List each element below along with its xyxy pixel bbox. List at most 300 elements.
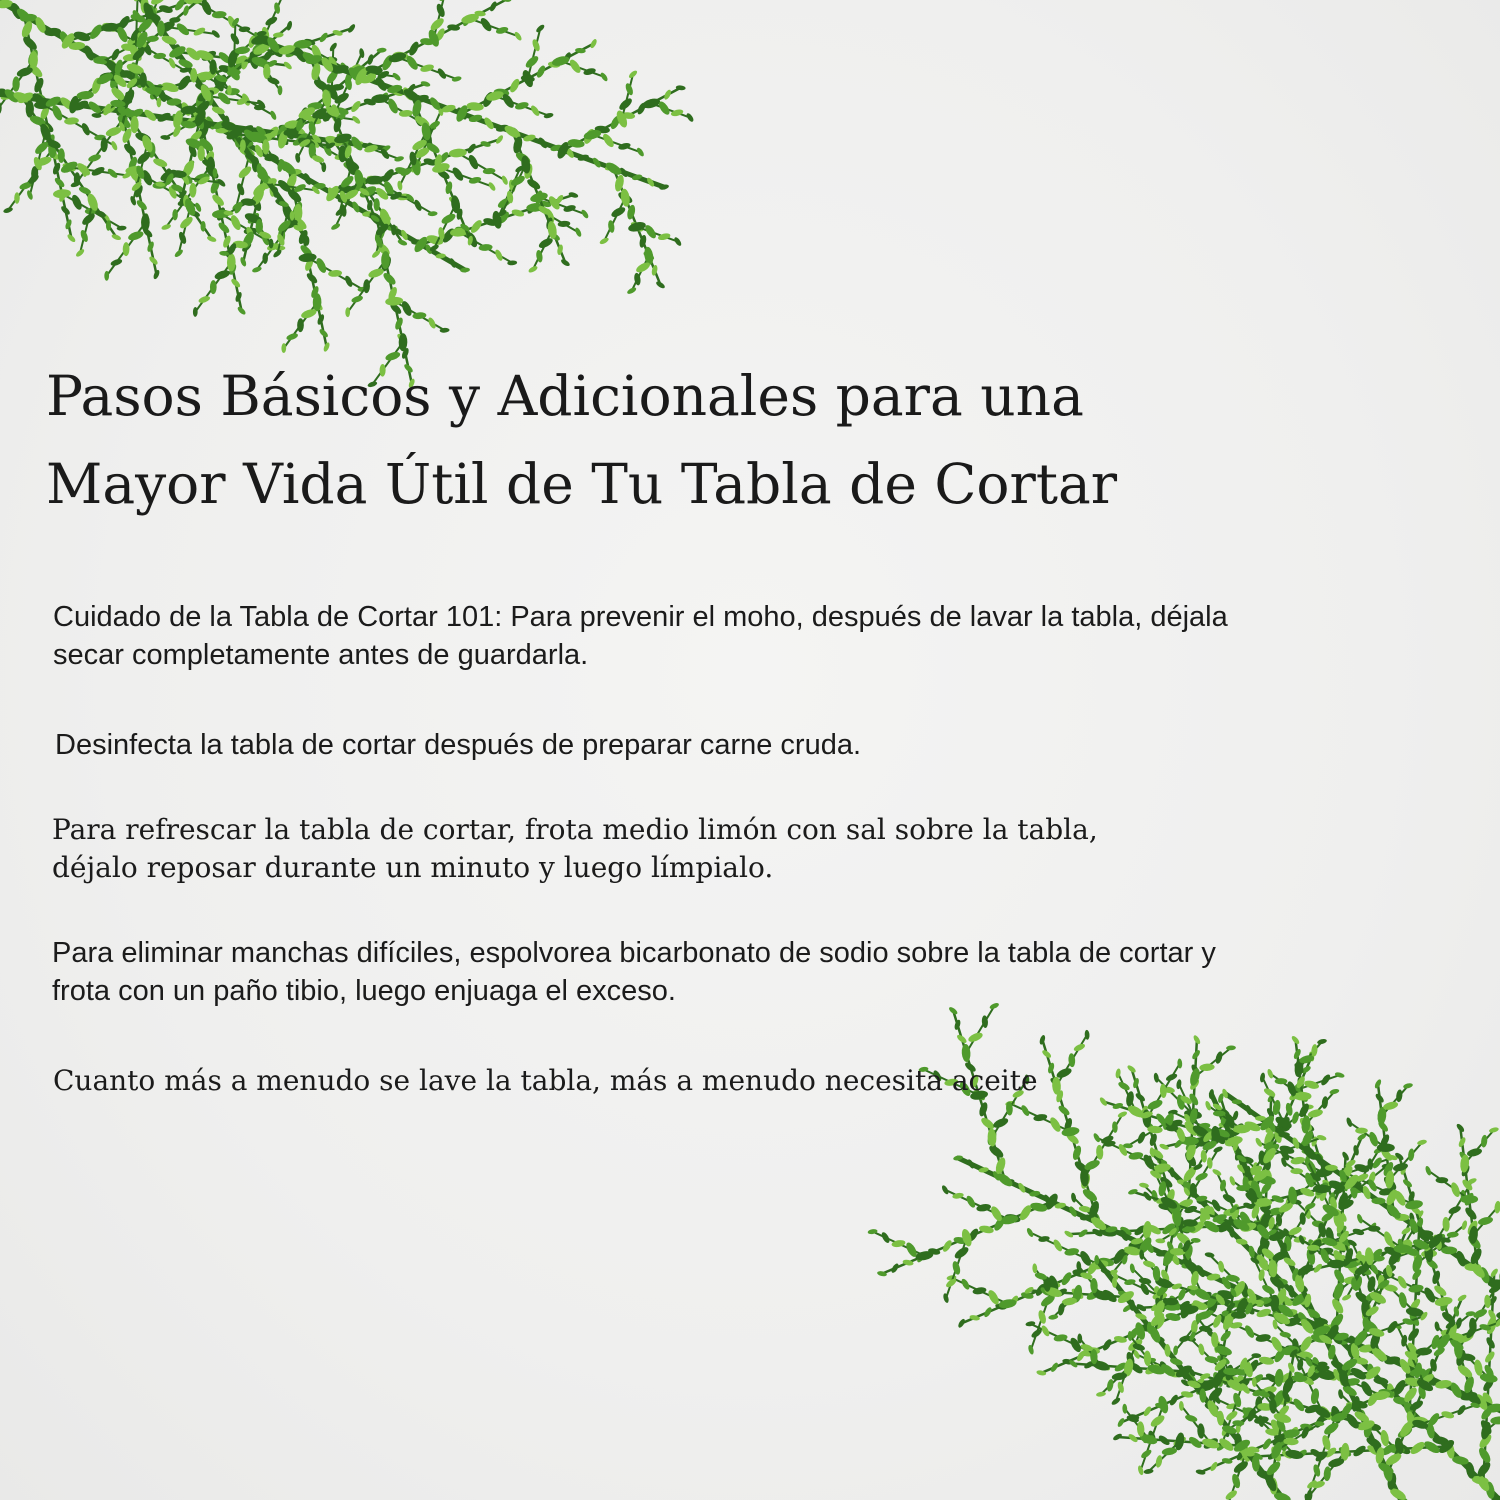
leaf-scale xyxy=(1355,1128,1368,1134)
tip-disinfect xyxy=(55,726,861,764)
leaf-scale xyxy=(1287,1362,1296,1374)
leaf-scale xyxy=(206,235,217,243)
leaf-scale xyxy=(1316,1134,1327,1141)
leaf-scale xyxy=(1168,1394,1179,1407)
branch-stem xyxy=(1465,1130,1494,1164)
leaf-scale xyxy=(1261,1437,1273,1451)
leaf-scale xyxy=(1116,1417,1125,1428)
leaf-scale xyxy=(1321,1096,1328,1109)
leaf-scale xyxy=(1313,1184,1331,1193)
leaf-scale xyxy=(70,193,84,211)
leaf-scale xyxy=(624,82,634,96)
leaf-scale xyxy=(880,1231,891,1244)
leaf-scale xyxy=(1224,1489,1238,1500)
leaf-scale xyxy=(76,90,94,100)
leaf-scale xyxy=(172,209,178,221)
leaf-scale xyxy=(229,214,243,232)
leaf-scale xyxy=(1110,1396,1121,1406)
tip-oil-frequency xyxy=(53,1062,1038,1100)
branch-stem xyxy=(966,1006,994,1053)
branch-stem xyxy=(533,230,552,269)
leaf-scale xyxy=(1204,1252,1215,1258)
leaf-scale xyxy=(1341,1293,1352,1302)
leaf-scale xyxy=(435,3,446,18)
leaf-scale xyxy=(1020,1104,1031,1117)
leaf-scale xyxy=(685,112,695,123)
leaf-scale xyxy=(1166,1125,1179,1131)
leaf-scale xyxy=(992,1116,1010,1130)
leaf-scale xyxy=(657,232,671,241)
leaf-scale xyxy=(51,162,61,176)
leaf-scale xyxy=(1472,1307,1488,1319)
leaf-scale xyxy=(1340,1443,1350,1462)
title-line-1: Pasos Básicos y Adicionales para una xyxy=(46,364,1084,428)
leaf-scale xyxy=(1418,1230,1433,1237)
leaf-scale xyxy=(1368,1131,1380,1148)
leaf-scale xyxy=(1137,1465,1144,1476)
leaf-scale xyxy=(158,4,174,15)
leaf-scale xyxy=(1140,1448,1153,1460)
leaf-scale xyxy=(32,77,45,94)
leaf-scale xyxy=(146,241,155,253)
leaf-scale xyxy=(1396,1089,1403,1102)
leaf-scale xyxy=(1431,1270,1442,1285)
leaf-scale xyxy=(1456,1404,1467,1417)
leaf-scale xyxy=(1052,1238,1064,1253)
branch-stem xyxy=(592,135,640,152)
leaf-scale xyxy=(563,204,577,213)
leaf-scale xyxy=(413,199,423,212)
leaf-scale xyxy=(1243,1324,1256,1339)
leaf-scale xyxy=(12,76,20,91)
leaf-scale xyxy=(479,16,494,33)
leaf-scale xyxy=(1285,1449,1304,1461)
leaf-scale xyxy=(1214,1051,1223,1065)
leaf-scale xyxy=(529,104,541,117)
leaf-scale xyxy=(1441,1247,1457,1255)
leaf-scale xyxy=(1139,1182,1150,1188)
tip-mold-prevention xyxy=(53,598,1228,674)
leaf-scale xyxy=(1143,1350,1151,1366)
leaf-scale xyxy=(1198,1343,1206,1356)
leaf-scale xyxy=(110,258,123,267)
tip-line: Para refrescar la tabla de cortar, frota medio limón con sal sobre la tabla, xyxy=(52,813,1098,846)
leaf-scale xyxy=(480,140,492,148)
leaf-scale xyxy=(636,147,646,158)
leaf-scale xyxy=(87,153,101,163)
leaf-scale xyxy=(178,215,194,231)
leaf-scale xyxy=(1496,1311,1500,1320)
page-title xyxy=(46,352,1346,528)
leaf-scale xyxy=(663,89,673,101)
branch-stem xyxy=(470,19,518,36)
branch-stem xyxy=(1195,1048,1231,1077)
branch-stem xyxy=(604,198,625,241)
leaf-scale xyxy=(236,182,246,196)
leaf-scale xyxy=(110,140,118,151)
leaf-scale xyxy=(599,236,610,245)
leaf-scale xyxy=(890,1262,900,1274)
tip-line: Cuanto más a menudo se lave la tabla, más a menudo necesita aceite xyxy=(53,1064,1038,1097)
leaf-scale xyxy=(451,75,462,82)
leaf-scale xyxy=(1153,1072,1159,1083)
leaf-scale xyxy=(1117,1110,1128,1118)
leaf-scale xyxy=(1356,1213,1364,1224)
leaf-scale xyxy=(394,155,405,162)
leaf-scale xyxy=(213,269,231,281)
leaf-scale xyxy=(286,332,299,341)
leaf-scale xyxy=(1236,1185,1249,1191)
leaf-scale xyxy=(223,116,229,129)
leaf-scale xyxy=(104,271,109,281)
leaf-scale xyxy=(1394,1244,1412,1253)
leaf-scale xyxy=(321,162,326,172)
leaf-scale xyxy=(1129,1263,1135,1274)
leaf-scale xyxy=(64,219,73,231)
leaf-scale xyxy=(1466,1147,1483,1158)
leaf-scale xyxy=(978,1101,989,1117)
leaf-scale xyxy=(251,266,262,274)
leaf-scale xyxy=(278,162,283,172)
leaf-scale xyxy=(1479,1372,1498,1384)
leaf-scale xyxy=(1320,1073,1332,1087)
leaf-scale xyxy=(262,139,269,154)
leaf-scale xyxy=(601,132,616,149)
leaf-scale xyxy=(1345,1117,1353,1128)
leaf-scale xyxy=(531,38,541,52)
branch-stem xyxy=(166,27,215,34)
leaf-scale xyxy=(351,295,364,304)
leaf-scale xyxy=(1307,1108,1324,1119)
leaf-scale xyxy=(262,252,268,264)
leaf-scale xyxy=(111,233,122,241)
leaf-scale xyxy=(983,1306,993,1318)
leaf-scale xyxy=(189,183,196,198)
leaf-scale xyxy=(210,280,217,294)
leaf-scale xyxy=(152,157,168,169)
leaf-scale xyxy=(1171,1282,1183,1290)
leaf-scale xyxy=(1424,1165,1432,1176)
leaf-scale xyxy=(673,236,683,247)
leaf-scale xyxy=(1294,1092,1312,1101)
leaf-scale xyxy=(1073,1042,1086,1052)
leaf-scale xyxy=(1256,1307,1273,1319)
leaf-scale xyxy=(1338,1389,1344,1400)
leaf-scale xyxy=(528,265,539,274)
branch-stem xyxy=(1149,1441,1180,1471)
branch-stem xyxy=(502,165,526,214)
leaf-scale xyxy=(1188,1067,1201,1087)
leaf-scale xyxy=(50,104,64,122)
leaf-scale xyxy=(1403,1082,1414,1089)
leaf-scale xyxy=(451,166,466,183)
leaf-scale xyxy=(1317,1038,1328,1045)
leaf-scale xyxy=(511,208,525,218)
leaf-scale xyxy=(1307,1245,1320,1251)
leaf-scale xyxy=(526,177,542,191)
leaf-scale xyxy=(1447,1204,1462,1215)
leaf-scale xyxy=(152,269,160,280)
leaf-scale xyxy=(1148,1133,1158,1147)
leaf-scale xyxy=(1047,1062,1056,1074)
leaf-scale xyxy=(1057,1104,1071,1117)
leaf-scale xyxy=(626,286,637,295)
leaf-scale xyxy=(1396,1274,1409,1289)
leaf-scale xyxy=(513,31,523,42)
leaf-scale xyxy=(1460,1195,1478,1204)
leaf-scale xyxy=(1132,1077,1140,1089)
leaf-scale xyxy=(467,154,480,171)
leaf-scale xyxy=(1039,1034,1047,1045)
leaf-scale xyxy=(3,206,14,214)
leaf-scale xyxy=(1165,1072,1178,1082)
leaf-scale xyxy=(967,1031,984,1044)
leaf-scale xyxy=(1329,1088,1340,1095)
leaf-scale xyxy=(1146,1098,1164,1112)
leaf-scale xyxy=(1060,1271,1074,1287)
leaf-scale xyxy=(157,97,162,107)
leaf-scale xyxy=(942,1293,949,1304)
leaf-scale xyxy=(1159,1143,1170,1151)
leaf-scale xyxy=(1398,1292,1408,1309)
leaf-scale xyxy=(140,72,147,87)
leaf-scale xyxy=(123,242,130,256)
leaf-scale xyxy=(310,62,322,81)
leaf-scale xyxy=(110,48,121,62)
leaf-scale xyxy=(273,187,278,198)
leaf-scale xyxy=(1037,1309,1047,1324)
leaf-scale xyxy=(1027,1344,1034,1355)
leaf-scale xyxy=(1101,1338,1113,1352)
leaf-scale xyxy=(986,1288,1001,1306)
leaf-scale xyxy=(427,316,437,329)
leaf-scale xyxy=(269,239,274,249)
leaf-scale xyxy=(953,1245,970,1261)
leaf-scale xyxy=(1112,1102,1124,1110)
leaf-scale xyxy=(1481,1135,1488,1148)
leaf-scale xyxy=(1312,1464,1321,1478)
leaf-scale xyxy=(314,257,328,275)
leaf-scale xyxy=(436,67,448,80)
tip-line: déjalo reposar durante un minuto y luego límpialo. xyxy=(52,851,774,884)
leaf-scale xyxy=(1071,1145,1082,1161)
leaf-scale xyxy=(269,110,277,121)
leaf-scale xyxy=(239,256,247,267)
leaf-scale xyxy=(234,291,243,303)
leaf-scale xyxy=(599,71,609,82)
leaf-scale xyxy=(1231,1473,1242,1489)
leaf-scale xyxy=(199,0,213,16)
leaf-scale xyxy=(1489,1126,1500,1133)
thuja-branch-top-left xyxy=(0,0,695,389)
leaf-scale xyxy=(1449,1181,1461,1198)
leaf-scale xyxy=(345,307,350,317)
leaf-scale xyxy=(1225,1409,1239,1422)
leaf-scale xyxy=(264,15,279,27)
leaf-scale xyxy=(1142,1221,1152,1240)
leaf-scale xyxy=(1142,1405,1152,1417)
leaf-scale xyxy=(1368,1226,1381,1232)
leaf-scale xyxy=(349,99,362,113)
leaf-scale xyxy=(1417,1139,1428,1146)
leaf-scale xyxy=(960,1278,971,1291)
leaf-scale xyxy=(1209,1461,1219,1472)
leaf-scale xyxy=(73,30,92,43)
leaf-scale xyxy=(240,139,246,151)
leaf-scale xyxy=(1325,1165,1338,1171)
leaf-scale xyxy=(1117,1381,1125,1394)
title-line-2: Mayor Vida Útil de Tu Tabla de Cortar xyxy=(46,452,1118,516)
leaf-scale xyxy=(627,220,647,233)
leaf-scale xyxy=(1292,1397,1307,1413)
leaf-scale xyxy=(468,176,482,185)
leaf-scale xyxy=(1070,1192,1076,1203)
leaf-scale xyxy=(1199,1063,1215,1071)
leaf-scale xyxy=(1117,1080,1131,1092)
leaf-scale xyxy=(1278,1132,1290,1138)
leaf-scale xyxy=(316,313,325,325)
leaf-scale xyxy=(14,192,20,204)
leaf-scale xyxy=(79,229,89,243)
leaf-scale xyxy=(172,124,183,138)
leaf-scale xyxy=(344,275,354,288)
leaf-scale xyxy=(290,211,295,221)
leaf-scale xyxy=(1261,1283,1276,1296)
leaf-scale xyxy=(1136,1131,1147,1145)
leaf-scale xyxy=(1233,1125,1251,1134)
leaf-scale xyxy=(589,38,598,49)
leaf-scale xyxy=(618,142,632,151)
tip-lemon-salt xyxy=(52,811,1098,887)
leaf-scale xyxy=(157,20,165,36)
leaf-scale xyxy=(209,59,216,74)
leaf-scale xyxy=(1275,1078,1288,1084)
leaf-scale xyxy=(953,1019,961,1031)
leaf-scale xyxy=(178,231,188,245)
leaf-scale xyxy=(26,190,34,201)
branch-stem xyxy=(1181,1406,1210,1444)
leaf-scale xyxy=(1161,1447,1177,1457)
leaf-scale xyxy=(1271,1194,1285,1205)
leaf-scale xyxy=(1477,1216,1494,1227)
leaf-scale xyxy=(1408,1148,1415,1161)
leaf-scale xyxy=(501,175,509,186)
leaf-scale xyxy=(1436,1177,1449,1183)
leaf-scale xyxy=(580,209,590,220)
leaf-scale xyxy=(1327,1260,1345,1269)
leaf-scale xyxy=(524,54,540,70)
leaf-scale xyxy=(1050,1362,1060,1374)
leaf-scale xyxy=(1232,1099,1242,1104)
leaf-scale xyxy=(167,57,177,69)
tip-line: frota con un paño tibio, luego enjuaga el exceso. xyxy=(52,975,676,1007)
leaf-scale xyxy=(1211,1168,1222,1177)
tip-baking-soda xyxy=(52,934,1216,1010)
leaf-scale xyxy=(286,20,293,31)
tip-line: Cuidado de la Tabla de Cortar 101: Para prevenir el moho, después de lavar la tabla, déjala xyxy=(53,601,1228,633)
leaf-scale xyxy=(512,136,524,155)
leaf-scale xyxy=(494,249,504,262)
leaf-scale xyxy=(278,85,283,95)
leaf-scale xyxy=(1048,1314,1059,1320)
leaf-scale xyxy=(1279,1331,1291,1338)
leaf-scale xyxy=(1377,1143,1395,1152)
leaf-scale xyxy=(568,191,579,198)
leaf-scale xyxy=(297,318,304,332)
leaf-scale xyxy=(979,1116,996,1131)
leaf-scale xyxy=(1334,1071,1345,1078)
leaf-scale xyxy=(1290,1168,1303,1174)
leaf-scale xyxy=(1204,1355,1219,1364)
leaf-scale xyxy=(1441,1410,1455,1420)
leaf-scale xyxy=(1490,1416,1500,1425)
leaf-scale xyxy=(965,1194,977,1209)
leaf-scale xyxy=(1254,1137,1263,1148)
leaf-scale xyxy=(420,80,431,87)
leaf-scale xyxy=(330,222,341,231)
leaf-scale xyxy=(1434,1321,1440,1332)
leaf-scale xyxy=(367,54,375,66)
leaf-scale xyxy=(487,181,497,192)
leaf-scale xyxy=(1411,1253,1424,1273)
branch-stem xyxy=(561,61,604,77)
leaf-scale xyxy=(495,26,509,35)
leaf-scale xyxy=(1303,1079,1320,1090)
leaf-scale xyxy=(583,67,597,76)
leaf-scale xyxy=(951,1260,961,1275)
leaf-scale xyxy=(332,29,343,37)
leaf-scale xyxy=(1432,1284,1448,1298)
leaf-scale xyxy=(1155,1455,1163,1469)
leaf-scale xyxy=(1194,1171,1209,1182)
leaf-scale xyxy=(381,167,396,184)
leaf-scale xyxy=(514,101,529,111)
leaf-scale xyxy=(227,85,232,95)
leaf-scale xyxy=(543,112,554,119)
leaf-scale xyxy=(1106,1379,1114,1393)
leaf-scale xyxy=(141,213,150,231)
leaf-scale xyxy=(198,146,205,161)
leaf-scale xyxy=(670,108,684,117)
leaf-scale xyxy=(1026,1227,1035,1238)
leaf-scale xyxy=(535,64,547,79)
leaf-scale xyxy=(1081,1187,1099,1204)
leaf-scale xyxy=(1371,1198,1385,1205)
leaf-scale xyxy=(1217,1260,1225,1273)
branch-stem xyxy=(179,207,190,253)
leaf-scale xyxy=(1138,1277,1151,1285)
leaf-scale xyxy=(198,295,211,304)
leaf-scale xyxy=(1323,1466,1331,1481)
leaf-scale xyxy=(1321,1434,1332,1451)
leaf-scale xyxy=(1174,1432,1186,1451)
leaf-scale xyxy=(1092,1132,1101,1143)
leaf-scale xyxy=(1457,1293,1468,1302)
leaf-scale xyxy=(617,96,633,112)
leaf-scale xyxy=(1461,1220,1468,1231)
leaf-scale xyxy=(941,1184,950,1195)
leaf-scale xyxy=(941,1239,953,1253)
leaf-scale xyxy=(190,68,197,83)
leaf-scale xyxy=(419,63,434,73)
leaf-scale xyxy=(489,1,498,13)
leaf-scale xyxy=(407,40,420,57)
leaf-scale xyxy=(263,64,270,79)
leaf-scale xyxy=(237,164,253,180)
leaf-scale xyxy=(161,223,172,231)
leaf-scale xyxy=(1184,1414,1198,1423)
leaf-scale xyxy=(610,205,627,219)
